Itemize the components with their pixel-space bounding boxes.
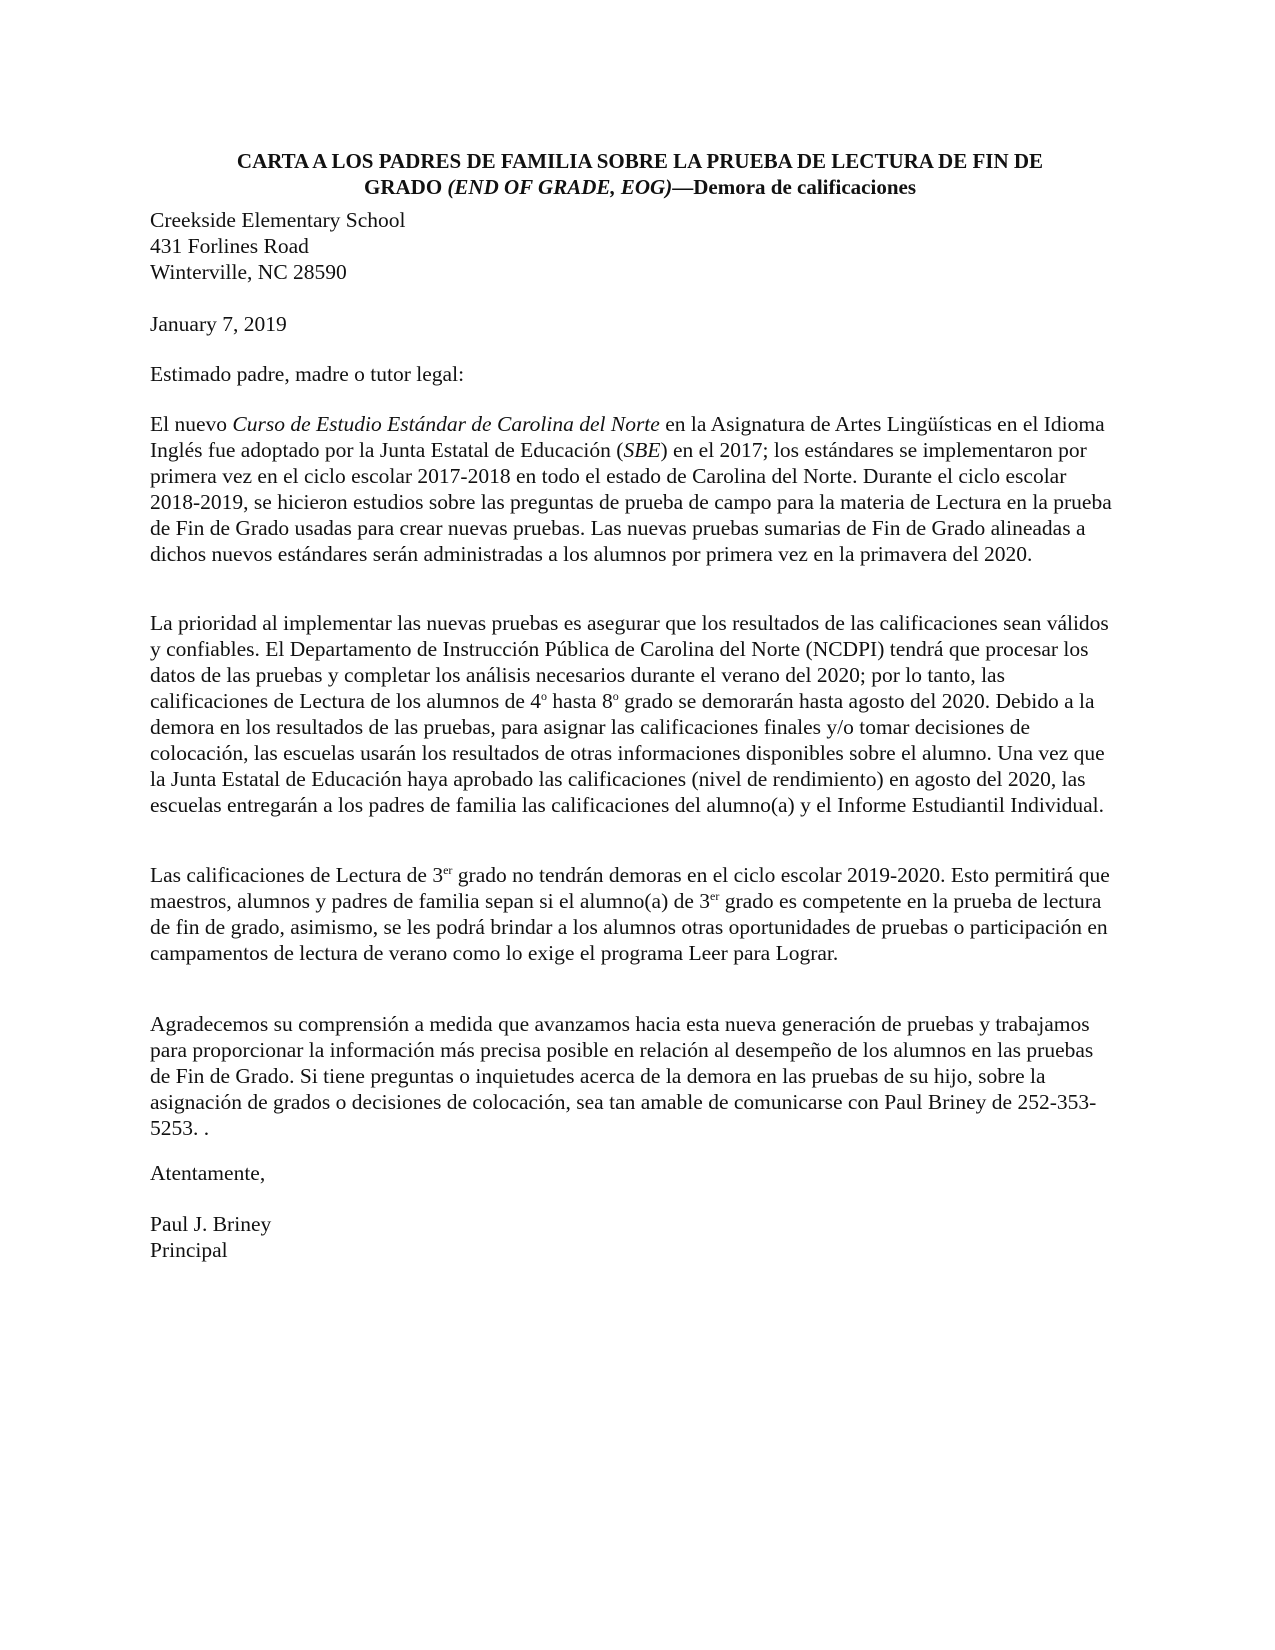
- p3-c: grado es competente en la prueba de lectura de fin de grado, asimismo, se les podrá brindar a los alumnos otras oportunidades de pruebas o participación en campamentos de lectura de verano como lo exige el programa Leer para Lograr.: [150, 889, 1108, 965]
- paragraph-2: [150, 610, 1115, 818]
- p3-sup-2: er: [710, 888, 720, 903]
- p2-c: grado se demorarán hasta agosto del 2020. Debido a la demora en los resultados de las pruebas, para asignar las calificaciones finales y/o tomar decisiones de colocación, las escuelas usarán los resultados de otras informaciones disponibles sobre el alumno. Una vez que la Junta Estatal de Educación haya aprobado las calificaciones (nivel de rendimiento) en agosto del 2020, las escuelas entregarán a los padres de familia las calificaciones del alumno(a) y el Informe Estudiantil Individual.: [150, 689, 1105, 817]
- paragraph-4: Agradecemos su comprensión a medida que avanzamos hacia esta nueva generación de pruebas y trabajamos para proporcionar la información más precisa posible en relación al desempeño de los alumnos en las pruebas de Fin de Grado. Si tiene preguntas o inquietudes acerca de la demora en las pruebas de su hijo, sobre la asignación de grados o decisiones de colocación, sea tan amable de comunicarse con Paul Briney de 252-353-5253. .: [150, 1012, 1097, 1140]
- signature-block: [150, 1211, 1115, 1263]
- p1-e: ) en el 2017; los estándares se implementaron por primera vez en el ciclo escolar 2017-2018 en todo el estado de Carolina del Norte. Durante el ciclo escolar 2018-2019, se hicieron estudios sobre las preguntas de prueba de campo para la materia de Lectura en la prueba de Fin de Grado usadas para crear nuevas pruebas. Las nuevas pruebas sumarias de Fin de Grado alineadas a dichos nuevos estándares serán administradas a los alumnos por primera vez en la primavera del 2020.: [150, 438, 1112, 566]
- title-line-2-start: GRADO: [363, 175, 448, 199]
- signature-role: Principal: [150, 1238, 228, 1262]
- closing: Atentamente,: [150, 1161, 266, 1185]
- p3-sup-1: er: [443, 862, 453, 877]
- p2-b: hasta 8: [547, 689, 613, 713]
- address-street: 431 Forlines Road: [150, 234, 309, 258]
- letter-date: January 7, 2019: [150, 312, 287, 336]
- p2-a: La prioridad al implementar las nuevas pruebas es asegurar que los resultados de las calificaciones sean válidos y confiables. El Departamento de Instrucción Pública de Carolina del Norte (NCDPI) tendrá que procesar los datos de las pruebas y completar los análisis necesarios durante el verano del 2020; por lo tanto, las calificaciones de Lectura de los alumnos de 4: [150, 611, 1109, 713]
- paragraph-1: [150, 411, 1115, 567]
- title-line-2-end: —Demora de calificaciones: [672, 175, 916, 199]
- salutation: Estimado padre, madre o tutor legal:: [150, 362, 465, 386]
- address-city: Winterville, NC 28590: [150, 260, 347, 284]
- p1-a: El nuevo: [150, 412, 233, 436]
- p1-b: Curso de Estudio Estándar de Carolina del Norte: [232, 412, 660, 436]
- p1-c: en la Asignatura de Artes Lingüísticas en el Idioma Inglés fue adoptado por la Junta Estatal de Educación (: [150, 412, 1105, 462]
- signature-name: Paul J. Briney: [150, 1212, 272, 1236]
- school-address: [150, 207, 1115, 285]
- address-school: Creekside Elementary School: [150, 208, 406, 232]
- p1-d: SBE: [623, 438, 661, 462]
- title-line-1: CARTA A LOS PADRES DE FAMILIA SOBRE LA PRUEBA DE LECTURA DE FIN DE: [236, 149, 1044, 173]
- title-line-2: [150, 174, 1130, 200]
- letter-title: [150, 148, 1130, 200]
- p2-sup-2: o: [612, 688, 619, 703]
- paragraph-3: [150, 862, 1115, 966]
- p3-a: Las calificaciones de Lectura de 3: [150, 863, 444, 887]
- p3-b: grado no tendrán demoras en el ciclo escolar 2019-2020. Esto permitirá que maestros, alumnos y padres de familia sepan si el alumno(a) de 3: [150, 863, 1110, 913]
- p2-sup-1: o: [541, 688, 548, 703]
- title-line-2-italic: (END OF GRADE, EOG): [447, 175, 673, 199]
